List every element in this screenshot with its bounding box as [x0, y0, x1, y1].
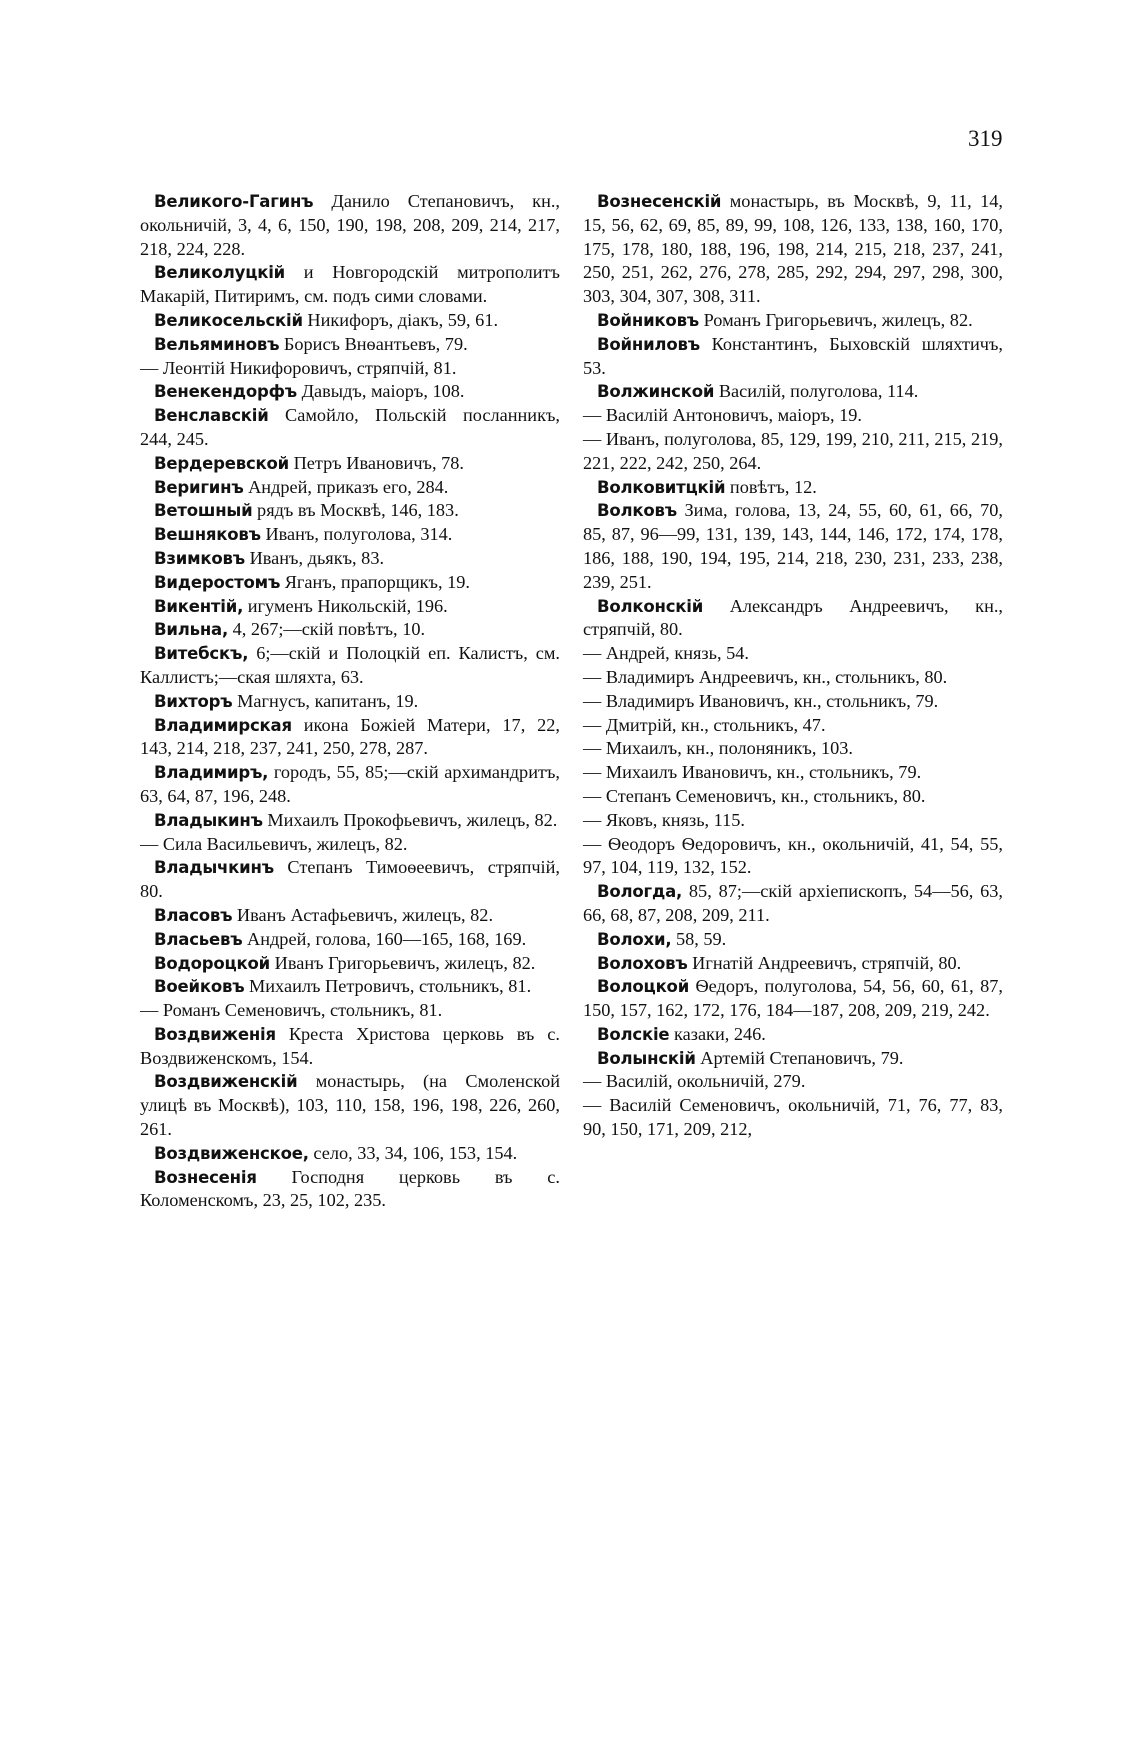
entry-text: — Леонтій Никифоровичъ, стряпчій, 81.: [140, 357, 457, 378]
entry-text: 58, 59.: [671, 928, 727, 949]
index-entry: [583, 380, 1003, 404]
index-entry: [140, 975, 560, 999]
entry-text: Михаилъ Петровичъ, стольникъ, 81.: [244, 976, 532, 997]
entry-headword: Вильна,: [154, 620, 229, 640]
index-entry: [140, 499, 560, 523]
entry-headword: Волжинской: [597, 382, 715, 402]
entry-text: икона Божіей Матери, 17, 22, 143, 214, 218, 237, 241, 250, 278, 287.: [140, 714, 560, 759]
right-index-column: [583, 190, 1003, 1142]
entry-headword: Венславскій: [154, 406, 269, 426]
entry-text: монастырь, въ Москвѣ, 9, 11, 14, 15, 56, 62, 69, 85, 89, 99, 108, 126, 133, 138, 160, 170, 175, 178, 180, 188, 196, 198, 214, 215, 218, 237, 241, 250, 251, 262, 276, 278, 285, 292, 294, 297, 298, 300, 303, 304, 307, 308, 311.: [583, 191, 1003, 307]
entry-text: Михаилъ Прокофьевичъ, жилецъ, 82.: [262, 809, 558, 830]
entry-headword: Великолуцкій: [154, 263, 286, 283]
entry-text: Степанъ Тимоѳеевичъ, стряпчій, 80.: [140, 857, 560, 902]
entry-text: Петръ Ивановичъ, 78.: [289, 452, 464, 473]
entry-headword: Воздвиженское,: [154, 1143, 309, 1163]
entry-text: Артемій Степановичъ, 79.: [695, 1047, 904, 1068]
entry-headword: Вельяминовъ: [154, 334, 280, 354]
page-number: 319: [968, 126, 1003, 151]
entry-headword: Волковъ: [597, 501, 677, 521]
index-entry: [583, 309, 1003, 333]
entry-text: Самойло, Польскій посланникъ, 244, 245.: [140, 405, 560, 449]
entry-text: и Новгородскій митрополитъ Макарій, Питиримъ, см. подъ сими словами.: [140, 262, 560, 307]
entry-text: — Сила Васильевичъ, жилецъ, 82.: [140, 833, 408, 854]
entry-headword: Волскіе: [597, 1024, 670, 1044]
entry-text: Романъ Григорьевичъ, жилецъ, 82.: [699, 309, 973, 330]
index-entry: [583, 809, 1003, 833]
entry-text: 85, 87;—скій архіепископъ, 54—56, 63, 66, 68, 87, 208, 209, 211.: [583, 881, 1003, 925]
index-entry: [140, 761, 560, 809]
index-entry: [583, 785, 1003, 809]
entry-text: Никифоръ, діакъ, 59, 61.: [302, 309, 499, 330]
index-entry: [140, 309, 560, 333]
entry-headword: Волоховъ: [597, 953, 688, 973]
entry-headword: Войниковъ: [597, 310, 700, 330]
index-entry: [583, 952, 1003, 976]
entry-text: Василій, полуголова, 114.: [714, 381, 919, 402]
entry-text: повѣтъ, 12.: [725, 476, 817, 497]
entry-text: село, 33, 34, 106, 153, 154.: [308, 1142, 518, 1163]
index-entry: [140, 547, 560, 571]
entry-text: Иванъ Григорьевичъ, жилецъ, 82.: [270, 952, 536, 973]
entry-headword: Волохи,: [597, 929, 672, 949]
entry-text: Господня церковь въ с. Коломенскомъ, 23, 25, 102, 235.: [140, 1166, 560, 1211]
index-entry: [140, 571, 560, 595]
entry-text: — Степанъ Семеновичъ, кн., стольникъ, 80.: [583, 785, 926, 806]
entry-headword: Великого-Гагинъ: [154, 192, 314, 211]
entry-text: — Владимиръ Ивановичъ, кн., стольникъ, 79.: [583, 690, 939, 711]
entry-text: — Михаилъ, кн., полоняникъ, 103.: [583, 738, 853, 759]
entry-text: казаки, 246.: [669, 1023, 766, 1044]
index-entry: [140, 404, 560, 452]
index-entry: [583, 428, 1003, 476]
entry-headword: Вознесенія: [154, 1167, 257, 1187]
index-entry: [140, 380, 560, 404]
entry-headword: Войниловъ: [597, 334, 700, 354]
index-entry: [140, 476, 560, 500]
entry-text: Зима, голова, 13, 24, 55, 60, 61, 66, 70, 85, 87, 96—99, 131, 139, 143, 144, 146, 172, 174, 178, 186, 188, 190, 194, 195, 214, 218, 230, 231, 233, 238, 239, 251.: [583, 500, 1003, 592]
entry-headword: Видеростомъ: [154, 572, 281, 592]
index-entry: [140, 190, 560, 261]
index-entry: [583, 476, 1003, 500]
index-entry: [140, 904, 560, 928]
index-entry: [140, 714, 560, 762]
entry-text: городъ, 55, 85;—скій архимандритъ, 63, 64, 87, 196, 248.: [140, 762, 560, 806]
index-entry: [140, 1070, 560, 1141]
entry-text: — Романъ Семеновичъ, стольникъ, 81.: [140, 1000, 443, 1021]
entry-headword: Владычкинъ: [154, 858, 274, 878]
entry-headword: Воздвиженія: [154, 1024, 276, 1044]
entry-headword: Власьевъ: [154, 929, 243, 949]
index-entry: [140, 452, 560, 476]
entry-text: — Владимиръ Андреевичъ, кн., стольникъ, 80.: [583, 666, 948, 687]
entry-text: Яганъ, прапорщикъ, 19.: [280, 571, 470, 592]
entry-text: — Дмитрій, кн., стольникъ, 47.: [583, 714, 826, 735]
index-entry: [140, 595, 560, 619]
index-entry: [583, 737, 1003, 761]
entry-headword: Вологда,: [597, 882, 683, 902]
index-entry: [583, 333, 1003, 381]
entry-text: — Яковъ, князь, 115.: [583, 809, 745, 830]
entry-text: Константинъ, Быховскій шляхтичъ, 53.: [583, 333, 1003, 378]
index-entry: [583, 499, 1003, 594]
index-entry: [583, 190, 1003, 309]
entry-text: Иванъ, дьякъ, 83.: [245, 547, 385, 568]
entry-text: Андрей, приказъ его, 284.: [243, 476, 449, 497]
entry-text: Андрей, голова, 160—165, 168, 169.: [242, 928, 527, 949]
entry-headword: Волоцкой: [597, 977, 690, 997]
index-entry: [583, 761, 1003, 785]
entry-headword: Веригинъ: [154, 477, 244, 497]
entry-text: Давыдъ, маіоръ, 108.: [297, 381, 465, 402]
entry-text: рядъ въ Москвѣ, 146, 183.: [252, 500, 459, 521]
entry-text: 4, 267;—скій повѣтъ, 10.: [228, 619, 426, 640]
index-entry: [140, 952, 560, 976]
entry-headword: Владимиръ,: [154, 763, 269, 783]
index-entry: [583, 1047, 1003, 1071]
entry-text: — Василій Семеновичъ, окольничій, 71, 76, 77, 83, 90, 150, 171, 209, 212,: [583, 1095, 1003, 1140]
entry-text: Ѳедоръ, полуголова, 54, 56, 60, 61, 87, 150, 157, 162, 172, 176, 184—187, 208, 209, 219, 242.: [583, 976, 1003, 1021]
entry-headword: Вердеревской: [154, 453, 290, 473]
entry-headword: Владыкинъ: [154, 810, 263, 830]
index-entry: [583, 880, 1003, 928]
entry-text: игуменъ Никольскій, 196.: [243, 595, 448, 616]
index-entry: [140, 809, 560, 833]
entry-headword: Вихторъ: [154, 691, 233, 711]
entry-headword: Владимирская: [154, 715, 292, 735]
entry-headword: Воздвиженскій: [154, 1072, 298, 1092]
index-entry: [583, 714, 1003, 738]
index-entry: [140, 523, 560, 547]
entry-text: — Андрей, князь, 54.: [583, 643, 749, 664]
entry-headword: Венекендорфъ: [154, 382, 297, 402]
entry-headword: Вознесенскій: [597, 192, 722, 211]
entry-text: Креста Христова церковь въ с. Воздвиженскомъ, 154.: [140, 1023, 560, 1068]
entry-text: монастырь, (на Смоленской улицѣ въ Москвѣ), 103, 110, 158, 196, 198, 226, 260, 261.: [140, 1071, 560, 1140]
index-entry: [140, 999, 560, 1023]
entry-headword: Викентій,: [154, 596, 244, 616]
entry-headword: Волконскій: [597, 596, 704, 616]
index-entry: [140, 1142, 560, 1166]
entry-headword: Воейковъ: [154, 977, 245, 997]
index-entry: [583, 666, 1003, 690]
entry-headword: Ветошный: [154, 501, 253, 521]
entry-headword: Водороцкой: [154, 953, 271, 973]
index-entry: [583, 833, 1003, 881]
index-entry: [140, 618, 560, 642]
index-entry: [140, 833, 560, 857]
index-entry: [583, 690, 1003, 714]
index-entry: [140, 690, 560, 714]
entry-headword: Волковитцкій: [597, 477, 726, 497]
index-entry: [583, 1070, 1003, 1094]
entry-text: — Михаилъ Ивановичъ, кн., стольникъ, 79.: [583, 762, 922, 783]
entry-headword: Взимковъ: [154, 548, 245, 568]
index-entry: [140, 1166, 560, 1214]
index-entry: [583, 642, 1003, 666]
entry-headword: Вешняковъ: [154, 525, 261, 545]
entry-text: Иванъ, полуголова, 314.: [260, 524, 453, 545]
index-entry: [140, 928, 560, 952]
index-entry: [140, 642, 560, 690]
index-entry: [583, 928, 1003, 952]
entry-text: Иванъ Астафьевичъ, жилецъ, 82.: [232, 904, 494, 925]
index-entry: [140, 1023, 560, 1071]
entry-headword: Власовъ: [154, 905, 233, 925]
entry-text: — Иванъ, полуголова, 85, 129, 199, 210, 211, 215, 219, 221, 222, 242, 250, 264.: [583, 428, 1003, 473]
entry-text: Борисъ Внѳантьевъ, 79.: [279, 333, 468, 354]
index-entry: [583, 404, 1003, 428]
index-entry: [140, 357, 560, 381]
index-entry: [583, 975, 1003, 1023]
entry-text: 6;—скій и Полоцкій еп. Калистъ, см. Каллистъ;—ская шляхта, 63.: [140, 643, 560, 687]
index-entry: [583, 595, 1003, 643]
entry-text: Игнатій Андреевичъ, стряпчій, 80.: [687, 952, 962, 973]
index-entry: [140, 856, 560, 904]
entry-text: — Василій Антоновичъ, маіоръ, 19.: [583, 405, 862, 426]
entry-text: Магнусъ, капитанъ, 19.: [232, 690, 419, 711]
index-entry: [140, 333, 560, 357]
entry-headword: Витебскъ,: [154, 644, 249, 664]
entry-headword: Великосельскій: [154, 310, 303, 330]
index-entry: [583, 1094, 1003, 1142]
index-entry: [140, 261, 560, 309]
entry-headword: Волынскій: [597, 1048, 696, 1068]
index-entry: [583, 1023, 1003, 1047]
entry-text: Данило Степановичъ, кн., окольничій, 3, 4, 6, 150, 190, 198, 208, 209, 214, 217, 218, 224, 228.: [140, 191, 560, 259]
entry-text: — Ѳеодоръ Ѳедоровичъ, кн., окольничій, 41, 54, 55, 97, 104, 119, 132, 152.: [583, 833, 1003, 878]
entry-text: — Василій, окольничій, 279.: [583, 1071, 806, 1092]
left-index-column: [140, 190, 560, 1213]
entry-text: Александръ Андреевичъ, кн., стряпчій, 80.: [583, 595, 1003, 640]
